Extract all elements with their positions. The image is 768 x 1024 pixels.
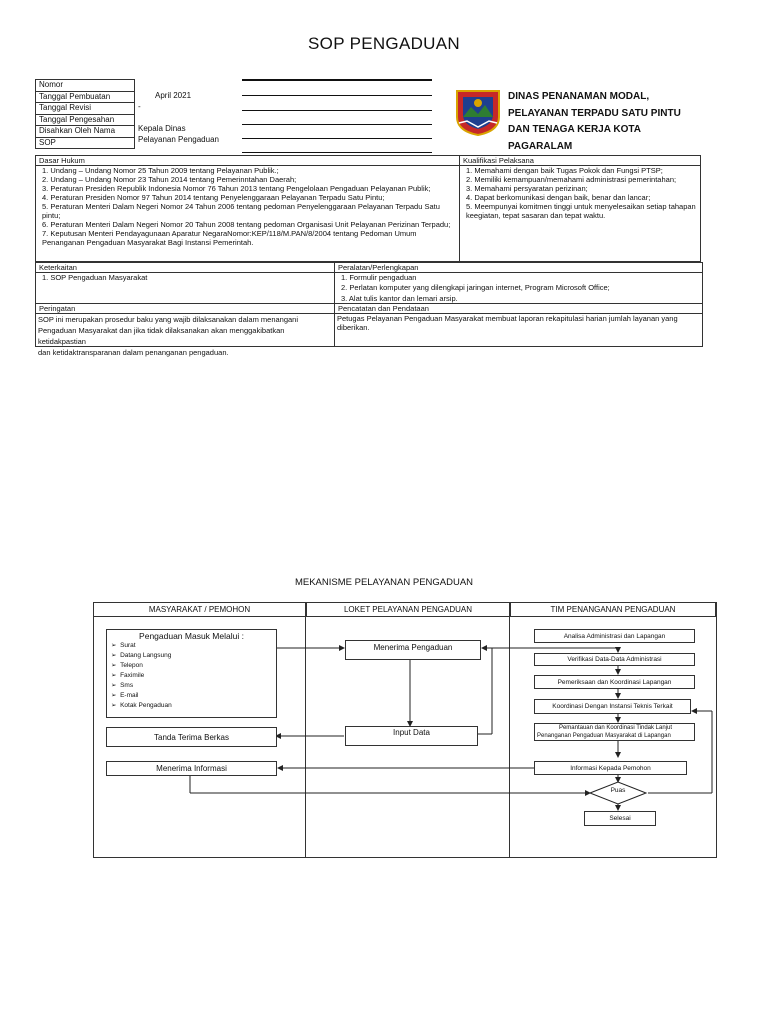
informasi-pemohon-box: Informasi Kepada Pemohon	[534, 761, 687, 775]
list-item: 6. Peraturan Menteri Dalam Negeri Nomor 20 Tahun 2008 tentang pedoman Organisasi Unit Pelayanan Perizinan Terpadu;	[42, 220, 451, 229]
pencatatan-text: Petugas Pelayanan Pengaduan Masyarakat membuat laporan rekapitulasi harian jumlah layanan yang	[337, 314, 678, 323]
label-tanggal-pembuatan: Tanggal Pembuatan	[35, 91, 135, 103]
value-disahkan-oleh: Kepala Dinas	[138, 124, 186, 133]
list-item: 7. Keputusan Menteri Pendayagunaan Aparatur NegaraNomor:KEP/118/M.PAN/8/2004 tentang Pedoman Umum	[42, 229, 417, 238]
kualifikasi-header: Kualifikasi Pelaksana	[460, 156, 700, 166]
channel-item: ➢ Surat	[111, 642, 136, 649]
channel-item: ➢ E-mail	[111, 692, 139, 699]
label-disahkan-oleh: Disahkan Oleh Nama	[35, 125, 135, 137]
pencatatan-text: diberikan.	[337, 323, 370, 332]
list-item: 3. Peraturan Presiden Republik Indonesia Nomor 76 Tahun 2013 tentang Pengelolaan Pengaduan Pelayanan Publik;	[42, 184, 431, 193]
peringatan-text: dan ketidaktransparanan dalam penanganan pengaduan.	[38, 348, 229, 357]
agency-name: DINAS PENANAMAN MODAL, PELAYANAN TERPADU SATU PINTU DAN TENAGA KERJA KOTA PAGARALAM	[508, 91, 681, 152]
label-nomor: Nomor	[35, 79, 135, 91]
list-item: Penanganan Pengaduan Masyarakat Bagi Instansi Pemerintah.	[42, 238, 254, 247]
menerima-informasi-box: Menerima Informasi	[106, 761, 277, 776]
channel-item: ➢ Sms	[111, 682, 134, 689]
lane-header-tim: TIM PENANGANAN PENGADUAN	[510, 602, 716, 617]
list-item: 4. Peraturan Presiden Nomor 97 Tahun 2014 tentang Penyelenggaraan Pelayanan Terpadu Satu Pintu;	[42, 193, 385, 202]
channel-item: ➢ Datang Langsung	[111, 652, 172, 659]
selesai-box: Selesai	[584, 811, 656, 826]
list-item: 2. Memiliki kemampuan/memahami administrasi pemerintahan;	[466, 175, 677, 184]
dasar-hukum-header: Dasar Hukum	[36, 156, 459, 166]
analisa-box: Analisa Administrasi dan Lapangan	[534, 629, 695, 643]
list-item: 4. Dapat berkomunikasi dengan baik, benar dan lancar;	[466, 193, 651, 202]
keterkaitan-header: Keterkaitan	[36, 263, 334, 273]
channel-item: ➢ Kotak Pengaduan	[111, 702, 172, 709]
label-tanggal-pengesahan: Tanggal Pengesahan	[35, 114, 135, 126]
list-item: 5. Peraturan Menteri Dalam Negeri Nomor 24 Tahun 2006 tentang pedoman Penyelenggaraan Pelayanan Terpadu Satu	[42, 202, 440, 211]
pemantauan-box: Pemantauan dan Koordinasi Tindak Lanjut Penanganan Pengaduan Masyarakat di Lapangan	[534, 723, 695, 741]
label-tanggal-revisi: Tanggal Revisi	[35, 102, 135, 114]
channel-item: ➢ Faximile	[111, 672, 145, 679]
list-item: 2. Perlatan komputer yang dilengkapi jaringan internet, Program Microsoft Office;	[341, 283, 610, 292]
koordinasi-box: Koordinasi Dengan Instansi Teknis Terkait	[534, 699, 691, 714]
list-item: 1. SOP Pengaduan Masyarakat	[42, 273, 148, 282]
peralatan-header: Peralatan/Perlengkapan	[335, 263, 702, 273]
pengaduan-masuk-box	[106, 629, 277, 718]
peringatan-header: Peringatan	[36, 304, 334, 314]
puas-label: Puas	[610, 787, 626, 794]
list-item: keegiatan, tepat sasaran dan tepat waktu.	[466, 211, 606, 220]
page-title: SOP PENGADUAN	[308, 34, 460, 53]
pencatatan-header: Pencatatan dan Pendataan	[335, 304, 702, 314]
list-item: pintu;	[42, 211, 61, 220]
peringatan-text: SOP ini merupakan prosedur baku yang wajib dilaksanakan dalam menangani	[38, 315, 299, 324]
menerima-pengaduan-box: Menerima Pengaduan	[345, 640, 481, 660]
list-item: 5. Meempunyai komitmen tinggi untuk menyelesaikan setiap tahapan	[466, 202, 696, 211]
list-item: 1. Undang – Undang Nomor 25 Tahun 2009 tentang Pelayanan Publik.;	[42, 166, 279, 175]
list-item: 1. Formulir pengaduan	[341, 273, 417, 282]
value-tanggal-pembuatan: April 2021	[155, 91, 192, 100]
value-sop: Pelayanan Pengaduan	[138, 135, 219, 144]
list-item: 1. Memahami dengan baik Tugas Pokok dan Fungsi PTSP;	[466, 166, 663, 175]
pengaduan-masuk-title: Pengaduan Masuk Melalui :	[139, 631, 244, 641]
value-tanggal-revisi: -	[138, 102, 141, 111]
list-item: 2. Undang – Undang Nomor 23 Tahun 2014 tentang Pemerinntahan Daerah;	[42, 175, 297, 184]
input-data-box: Input Data	[345, 726, 478, 746]
list-item: 3. Memahami persyaratan perizinan;	[466, 184, 588, 193]
label-sop: SOP	[35, 137, 135, 150]
flowchart-title: MEKANISME PELAYANAN PENGADUAN	[294, 577, 474, 588]
channel-item: ➢ Telepon	[111, 662, 143, 669]
tanda-terima-berkas-box: Tanda Terima Berkas	[106, 727, 277, 747]
verifikasi-box: Verifikasi Data-Data Administrasi	[534, 653, 695, 666]
lane-header-loket: LOKET PELAYANAN PENGADUAN	[306, 602, 510, 617]
list-item: 3. Alat tulis kantor dan lemari arsip.	[341, 294, 458, 303]
pemeriksaan-box: Pemeriksaan dan Koordinasi Lapangan	[534, 675, 695, 689]
lane-header-masyarakat: MASYARAKAT / PEMOHON	[93, 602, 306, 617]
peringatan-text: Pengaduan Masyarakat dan jika tidak dilaksanakan akan menggakibatkan ketidakpastian	[38, 326, 285, 346]
